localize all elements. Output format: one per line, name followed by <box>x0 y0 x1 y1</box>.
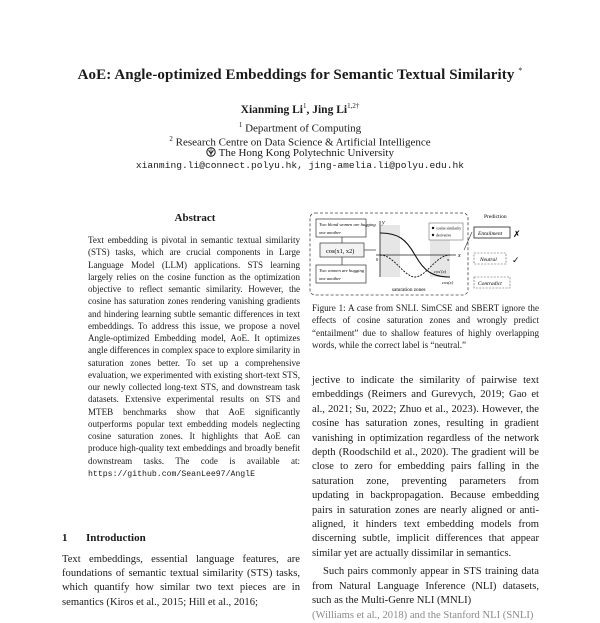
legend-deriv-marker <box>432 234 434 236</box>
right-paragraph-1: jective to indicate the similarity of pairwise text embeddings (Reimers and Gurevych, 2019; Gao et al., 2021; Su, 2022; Zhuo et al., 2023). However, the cosine has saturation zones, resulting in gradient vanishing in optimization regardless of the network depth (Roodschild et al., 2020). The gradient will be close to zero for embedding pairs falling in the saturation zone, preventing parameters from updating in backpropagation. Because embedding pairs in saturation zones are nearly aligned or anti-aligned, it hinders text embedding models from discerning subtle, implicit differences that appear similar yet are actually dissimilar in semantics. <box>312 375 539 559</box>
sentence-b-top: Two women are hugging <box>319 268 365 273</box>
cosine-label: cos(x) <box>442 280 454 285</box>
author-2-sup: 1,2† <box>347 102 360 110</box>
section-number: 1 <box>62 532 68 544</box>
sentence-b-bottom: one another <box>319 276 342 281</box>
university-logo-icon <box>206 147 216 157</box>
right-column-body <box>312 374 539 623</box>
pred-neutral-label: Neutral <box>480 257 497 263</box>
abstract-heading: Abstract <box>174 212 216 224</box>
affiliation-3-text: The Hong Kong Polytechnic University <box>218 147 394 159</box>
legend-deriv-text: derivative <box>436 233 452 238</box>
section-title: Introduction <box>86 532 146 544</box>
wrong-mark-icon: ✗ <box>513 229 521 239</box>
figure-1-caption: Figure 1: A case from SNLI. SimCSE and SBERT ignore the effects of cosine saturation zones and wrongly predict “entailment” due to shallow features of highly overlapping words, while the correct label is “neutral.” <box>312 303 539 350</box>
sentence-a-bottom: one another <box>319 230 342 235</box>
abstract-text: Text embedding is pivotal in semantic textual similarity (STS) tasks, which are crucial components in Large Language Model (LLM) applications. STS learning largely relies on the cosine function as the optimization objective to reflect semantic similarity. However, the cosine has saturation zones rendering vanishing gradients and hindering learning subtle semantic differences in text embeddings. To address this issue, we propose a novel Angle-optimized Embedding model, AoE. It optimizes angle differences in complex space to explore similarity in saturation zones better. To set up a comprehensive evaluation, we experimented with existing short-text STS, our newly collected long-text STS, and downstream task datasets. Extensive experimental results on STS and MTEB benchmarks show that AoE significantly outperforms popular text embedding models neglecting cosine saturation zones. It highlights that AoE can produce high-quality text embeddings and broadly benefit downstream tasks. The code is available at: <box>88 235 300 466</box>
prediction-header: Prediction <box>484 214 507 220</box>
plot-zero-label: 0 <box>376 257 379 262</box>
section-heading <box>62 532 146 544</box>
sentence-a-top: Two blond women are hugging <box>319 222 376 227</box>
author-1-sup: 1 <box>302 102 307 110</box>
author-1-name: Xianming Li <box>240 103 303 116</box>
abstract-body <box>88 234 300 481</box>
right-paragraph-3: (Williams et al., 2018) and the Stanford NLI (SNLI) <box>312 609 534 621</box>
cos-function-label: cos(x1, x2) <box>326 248 355 255</box>
correct-mark-icon: ✓ <box>512 255 520 265</box>
right-paragraph-2: Such pairs commonly appear in STS training data from Natural Language Inference (NLI) datasets, such as the Multi-Genre NLI (MNLI) <box>312 566 539 607</box>
title-footnote-mark: * <box>518 66 523 75</box>
affiliation-3 <box>0 146 600 160</box>
title-text: AoE: Angle-optimized Embeddings for Semantic Textual Similarity <box>77 67 515 83</box>
intro-paragraph: Text embeddings, essential language features, are foundations of semantic textual similarity (STS) tasks, which quantify how similar two text pieces are in semantics (Kiros et al., 2015; Hill et al., 2016; <box>62 554 300 608</box>
pred-contradict-label: Contradict <box>478 281 502 287</box>
plot-pi-label: π <box>447 257 450 262</box>
legend-cos-marker <box>432 227 434 229</box>
figure-1 <box>306 205 546 300</box>
affiliation-2-text: Research Centre on Data Science & Artificial Intelligence <box>175 136 431 149</box>
code-link[interactable]: https://github.com/SeanLee97/AnglE <box>88 469 256 479</box>
pred-entailment-label: Entailment <box>478 231 503 237</box>
saturation-zones-label: saturation zones <box>392 287 426 293</box>
plot-y-label: y <box>382 220 385 226</box>
figure-1-diagram <box>306 205 546 300</box>
derivative-label: cos'(x) <box>434 269 447 274</box>
affiliation-2-sup: 2 <box>169 135 173 143</box>
plot-x-label: x <box>458 253 461 259</box>
author-line: Xianming Li$^1$, Jing $Li^{1,2\dagger}$ <box>240 102 360 116</box>
affiliation-1-sup: 1 <box>238 121 243 129</box>
author-2-name: Jing Li <box>312 103 348 116</box>
paper-title <box>0 66 600 84</box>
legend-cos-text: cosine similarity <box>436 226 462 231</box>
affiliation-1-text: Department of Computing <box>245 122 362 135</box>
author-emails: xianming.li@connect.polyu.hk, jing-amelia.li@polyu.edu.hk <box>135 160 465 171</box>
